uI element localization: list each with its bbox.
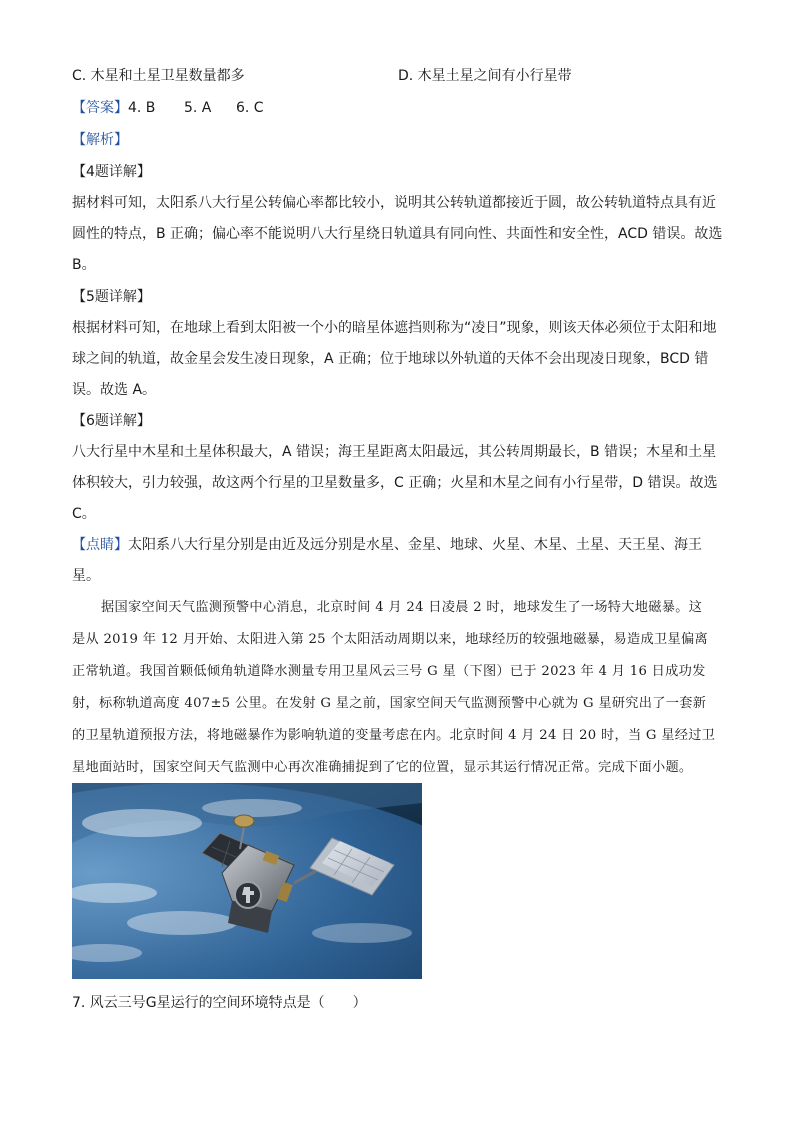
q6-line-2: 体积较大，引力较强，故这两个行星的卫星数量多，C 正确；火星和木星之间有小行星带，D 错误。故选 bbox=[72, 475, 718, 491]
question-7: 7. 风云三号G星运行的空间环境特点是（ ） bbox=[72, 995, 367, 1011]
material-line-5: 的卫星轨道预报方法，将地磁暴作为影响轨道的变量考虑在内。北京时间 4 月 24 日 20 时，当 G 星经过卫 bbox=[72, 728, 716, 743]
answer-5: 5. A bbox=[184, 100, 212, 116]
q4-line-3: B。 bbox=[72, 257, 96, 273]
answer-6: 6. C bbox=[236, 100, 264, 116]
q5-heading: 【5题详解】 bbox=[72, 289, 151, 305]
tip-line-2: 星。 bbox=[72, 568, 100, 584]
q5-line-3: 误。故选 A。 bbox=[72, 382, 157, 398]
material-line-3: 正常轨道。我国首颗低倾角轨道降水测量专用卫星风云三号 G 星（下图）已于 2023 年 4 月 16 日成功发 bbox=[72, 664, 706, 679]
material-line-4: 射，标称轨道高度 407±5 公里。在发射 G 星之前，国家空间天气监测预警中心就为 G 星研究出了一套新 bbox=[72, 696, 707, 711]
q5-line-1: 根据材料可知，在地球上看到太阳被一个小的暗星体遮挡则称为“凌日”现象，则该天体必须位于太阳和地 bbox=[72, 320, 717, 336]
q5-line-2: 球之间的轨道，故金星会发生凌日现象，A 正确；位于地球以外轨道的天体不会出现凌日现象，BCD 错 bbox=[72, 351, 709, 367]
tip-line-1 bbox=[72, 535, 702, 555]
tip-text: 太阳系八大行星分别是由近及远分别是水星、金星、地球、火星、木星、土星、天王星、海王 bbox=[128, 537, 702, 553]
answer-line bbox=[72, 98, 264, 118]
material-line-1: 据国家空间天气监测预警中心消息，北京时间 4 月 24 日凌晨 2 时，地球发生了一场特大地磁暴。这 bbox=[101, 600, 703, 615]
q6-line-1: 八大行星中木星和土星体积最大，A 错误；海王星距离太阳最远，其公转周期最长，B 错误；木星和土星 bbox=[72, 444, 717, 460]
q6-line-3: C。 bbox=[72, 506, 96, 522]
answer-4: 4. B bbox=[128, 100, 156, 116]
analysis-label: 【解析】 bbox=[72, 132, 128, 148]
satellite-image bbox=[72, 783, 422, 979]
tip-label: 【点睛】 bbox=[72, 537, 128, 553]
option-c: C. 木星和土星卫星数量都多 bbox=[72, 68, 245, 84]
q4-line-1: 据材料可知，太阳系八大行星公转偏心率都比较小，说明其公转轨道都接近于圆，故公转轨道特点具有近 bbox=[72, 195, 716, 211]
q4-line-2: 圆性的特点，B 正确；偏心率不能说明八大行星绕日轨道具有同向性、共面性和安全性，ACD 错误。故选 bbox=[72, 226, 723, 242]
q4-heading: 【4题详解】 bbox=[72, 164, 151, 180]
material-line-6: 星地面站时，国家空间天气监测中心再次准确捕捉到了它的位置，显示其运行情况正常。完成下面小题。 bbox=[72, 760, 693, 775]
option-d: D. 木星土星之间有小行星带 bbox=[398, 68, 572, 84]
material-line-2: 是从 2019 年 12 月开始、太阳进入第 25 个太阳活动周期以来，地球经历的较强地磁暴，易造成卫星偏离 bbox=[72, 632, 708, 647]
q6-heading: 【6题详解】 bbox=[72, 413, 151, 429]
answer-label: 【答案】 bbox=[72, 100, 128, 116]
